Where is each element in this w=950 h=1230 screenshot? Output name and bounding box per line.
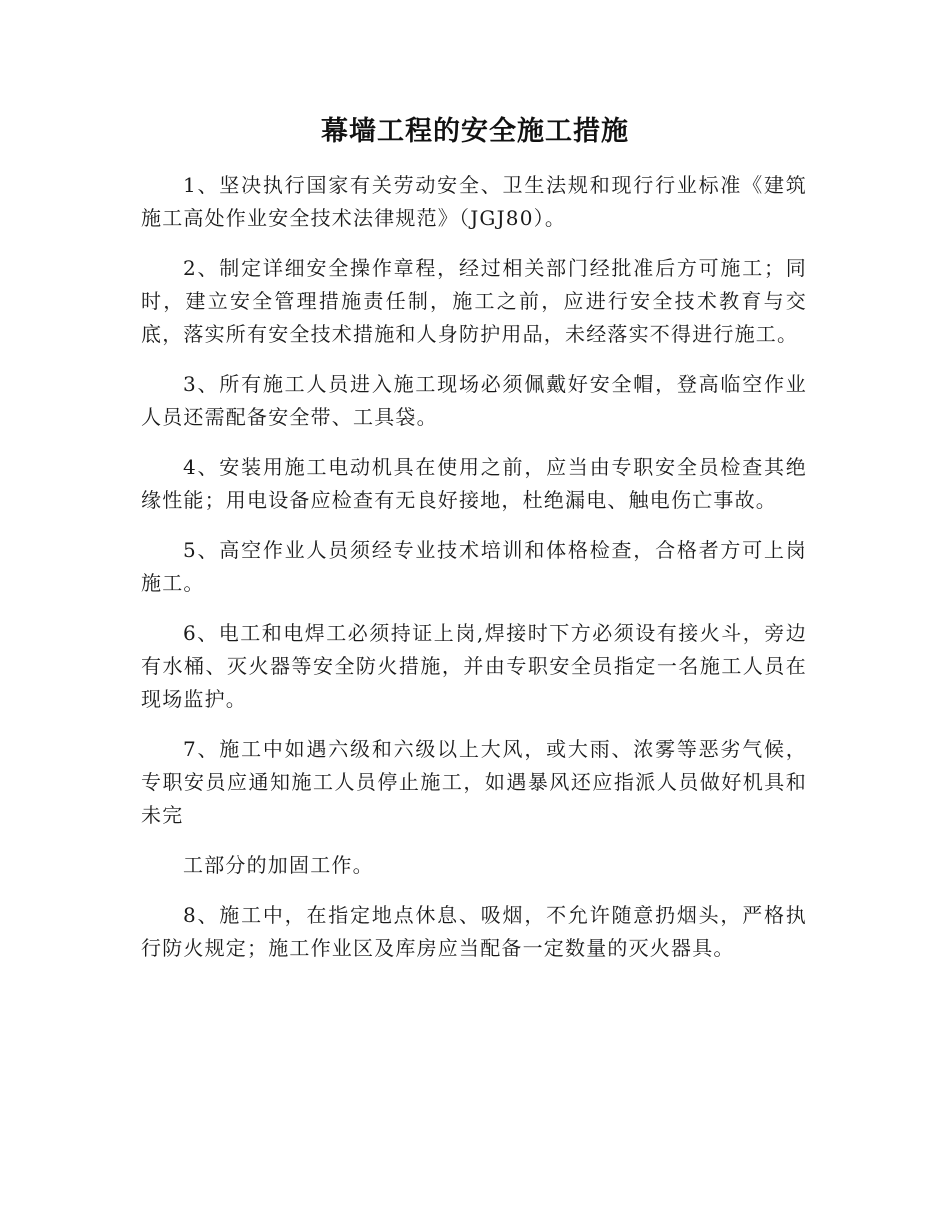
paragraph-7: 7、施工中如遇六级和六级以上大风，或大雨、浓雾等恶劣气候，专职安员应通知施工人员停止施工，如遇暴风还应指派人员做好机具和未完: [141, 737, 807, 827]
document-body: [141, 169, 807, 982]
paragraph-3: 3、所有施工人员进入施工现场必须佩戴好安全帽，登高临空作业人员还需配备安全带、工具袋。: [141, 372, 807, 429]
paragraph-1: 1、坚决执行国家有关劳动安全、卫生法规和现行行业标准《建筑施工高处作业安全技术法律规范》（JGJ80）。: [141, 173, 807, 230]
paragraph-4: 4、安装用施工电动机具在使用之前，应当由专职安全员检查其绝缘性能；用电设备应检查有无良好接地，杜绝漏电、触电伤亡事故。: [141, 455, 807, 512]
paragraph-8: 8、施工中，在指定地点休息、吸烟，不允许随意扔烟头，严格执行防火规定；施工作业区及库房应当配备一定数量的灭火器具。: [141, 903, 807, 960]
paragraph-5: 5、高空作业人员须经专业技术培训和体格检查，合格者方可上岗施工。: [141, 538, 807, 595]
document-title: 幕墙工程的安全施工措施: [321, 116, 629, 147]
paragraph-7-continued: 工部分的加固工作。: [183, 853, 374, 877]
paragraph-2: 2、制定详细安全操作章程，经过相关部门经批准后方可施工；同时，建立安全管理措施责任制，施工之前，应进行安全技术教育与交底，落实所有安全技术措施和人身防护用品，未经落实不得进行施工。: [141, 256, 807, 346]
paragraph-6: 6、电工和电焊工必须持证上岗,焊接时下方必须设有接火斗，旁边有水桶、灭火器等安全防火措施，并由专职安全员指定一名施工人员在现场监护。: [141, 621, 807, 711]
